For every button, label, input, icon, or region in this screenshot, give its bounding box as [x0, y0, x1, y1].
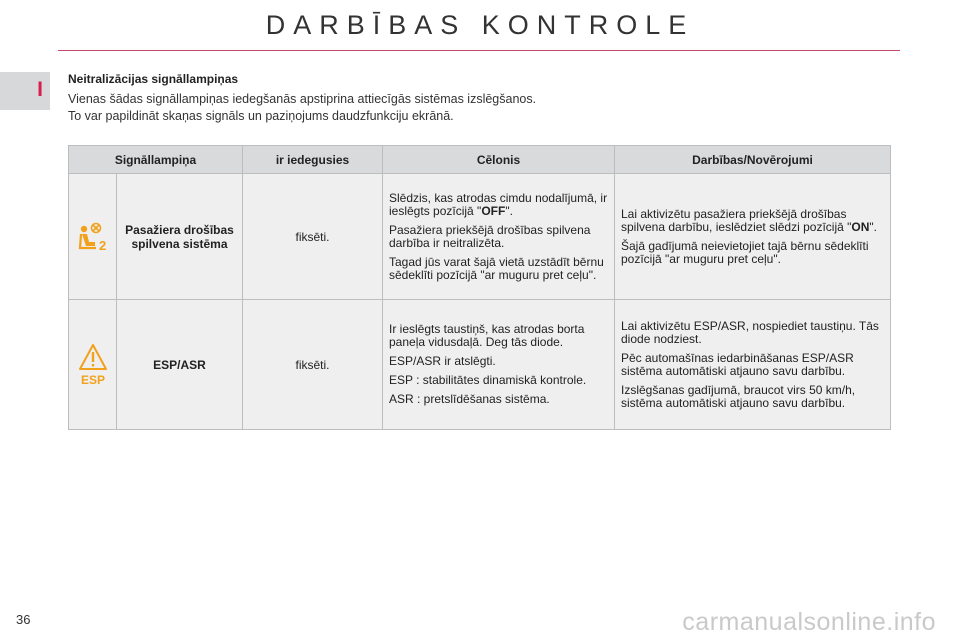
header-divider [58, 50, 900, 51]
watermark: carmanualsonline.info [682, 608, 936, 636]
table-row [69, 300, 891, 430]
intro-text-line-2: To var papildināt skaņas signāls un paziņojums daudzfunkciju ekrānā. [68, 109, 454, 123]
action-paragraph: Lai aktivizētu ESP/ASR, nospiediet taustiņu. Tās diode nodziest. [621, 318, 879, 346]
lamp-action [615, 300, 891, 430]
esp-icon-label: ESP [80, 372, 105, 387]
icon-cell [69, 300, 117, 430]
lamp-name: ESP/ASR [117, 300, 243, 430]
lamp-action [615, 174, 891, 300]
intro-text-line-1: Vienas šādas signāllampiņas iedegšanās apstiprina attiecīgās sistēmas izslēgšanos. [68, 92, 537, 106]
airbag-off-icon [76, 220, 110, 254]
lamp-cause [383, 174, 615, 300]
cause-paragraph: ASR : pretslīdēšanas sistēma. [389, 392, 550, 406]
cause-paragraph: Tagad jūs varat šajā vietā uzstādīt bērnu sēdeklīti pozīcijā "ar muguru pret ceļu". [389, 254, 604, 282]
column-header-state: ir iedegusies [243, 146, 383, 174]
action-paragraph: Šajā gadījumā neievietojiet tajā bērnu sēdeklīti pozīcijā "ar muguru pret ceļu". [621, 238, 869, 266]
icon-cell [69, 174, 117, 300]
table-header-row [69, 146, 891, 174]
column-header-cause: Cēlonis [383, 146, 615, 174]
cause-paragraph: ESP/ASR ir atslēgti. [389, 354, 496, 368]
cause-paragraph: Pasažiera priekšējā drošības spilvena darbība ir neitralizēta. [389, 222, 591, 250]
page-number: 36 [16, 612, 31, 627]
action-paragraph: Izslēgšanas gadījumā, braucot virs 50 km/h, sistēma automātiski atjauno savu darbību. [621, 382, 856, 410]
column-header-action: Darbības/Novērojumi [615, 146, 891, 174]
lamp-cause [383, 300, 615, 430]
section-title: Neitralizācijas signāllampiņas [68, 72, 239, 86]
table-row [69, 174, 891, 300]
esp-warning-icon [78, 343, 108, 387]
svg-text:2: 2 [98, 237, 106, 253]
page-title: DARBĪBAS KONTROLE [265, 10, 695, 40]
action-paragraph: Pēc automašīnas iedarbināšanas ESP/ASR sistēma automātiski atjauno savu darbību. [621, 350, 854, 378]
warning-lamps-table [68, 145, 891, 430]
cause-paragraph: Ir ieslēgts taustiņš, kas atrodas borta paneļa vidusdaļā. Deg tās diode. [389, 322, 585, 349]
lamp-name: Pasažiera drošības spilvena sistēma [117, 174, 243, 300]
chapter-tab-label: I [37, 78, 43, 101]
column-header-lamp: Signāllampiņa [69, 146, 243, 174]
cause-paragraph: Slēdzis, kas atrodas cimdu nodalījumā, ir ieslēgts pozīcijā "OFF". [389, 190, 608, 218]
chapter-tab [0, 72, 50, 110]
action-paragraph: Lai aktivizētu pasažiera priekšējā drošības spilvena darbību, ieslēdziet slēdzi pozīcijā "ON". [621, 206, 877, 234]
cause-paragraph: ESP : stabilitātes dinamiskā kontrole. [389, 373, 587, 387]
lamp-state: fiksēti. [243, 174, 383, 300]
lamp-state: fiksēti. [243, 300, 383, 430]
